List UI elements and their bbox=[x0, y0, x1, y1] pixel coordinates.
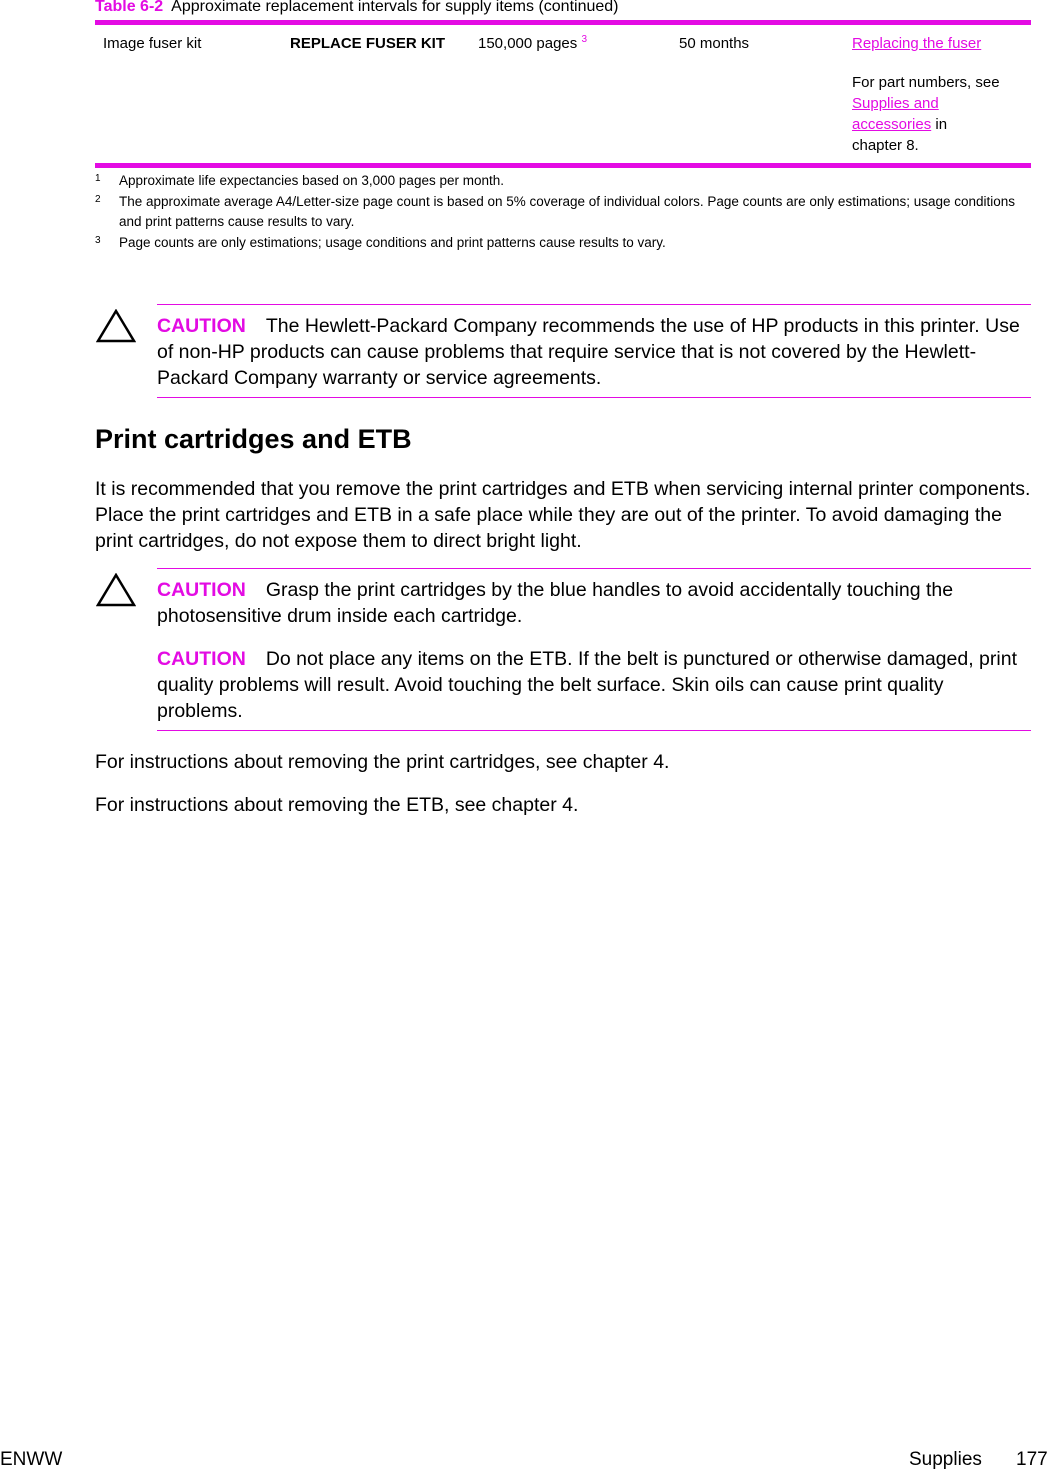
table-bottom-rule bbox=[95, 163, 1031, 168]
table-cell-message: REPLACE FUSER KIT bbox=[290, 35, 446, 52]
pages-footnote-ref[interactable]: 3 bbox=[581, 34, 587, 45]
note-suffix-in: in bbox=[935, 116, 948, 133]
caution-bottom-rule bbox=[157, 397, 1031, 398]
note-prefix: For part numbers, see bbox=[852, 74, 1000, 91]
table-cell-item: Image fuser kit bbox=[103, 35, 202, 52]
footnote-text: Page counts are only estimations; usage conditions and print patterns cause results to vary. bbox=[119, 235, 666, 250]
table-cell-link bbox=[852, 33, 981, 54]
caution-label: CAUTION bbox=[157, 579, 246, 601]
pages-value: 150,000 pages bbox=[478, 35, 578, 52]
footnote-3 bbox=[95, 233, 1031, 253]
footnote-number: 1 bbox=[95, 173, 101, 184]
footnote-2 bbox=[95, 192, 1031, 231]
caution-note bbox=[157, 577, 1031, 629]
note-suffix-chapter: chapter 8. bbox=[852, 137, 919, 154]
table-top-rule bbox=[95, 20, 1031, 25]
table-cell-note bbox=[852, 72, 1030, 156]
footer-left: ENWW bbox=[0, 1449, 63, 1470]
caution-top-rule bbox=[157, 568, 1031, 569]
table-caption bbox=[95, 0, 618, 16]
supplies-link-line1[interactable]: Supplies and bbox=[852, 95, 939, 112]
instruction-etb: For instructions about removing the ETB, see chapter 4. bbox=[95, 794, 579, 816]
caution-triangle-icon bbox=[96, 309, 136, 343]
caution-text: Do not place any items on the ETB. If the belt is punctured or otherwise damaged, print quality problems will result. Avoid touching the belt surface. Skin oils can cause print quality problems. bbox=[157, 648, 1017, 722]
caution-text: The Hewlett-Packard Company recommends the use of HP products in this printer. Use of non-HP products can cause problems that require service that is not covered by the Hewlett-Packard Company warranty or service agreements. bbox=[157, 315, 1020, 389]
footnote-number: 3 bbox=[95, 235, 101, 246]
table-cell-pages bbox=[478, 33, 587, 54]
table-cell-months: 50 months bbox=[679, 35, 750, 52]
instruction-print-cartridges: For instructions about removing the print cartridges, see chapter 4. bbox=[95, 751, 670, 773]
footer-section: Supplies bbox=[909, 1449, 982, 1470]
caution-text: Grasp the print cartridges by the blue handles to avoid accidentally touching the photosensitive drum inside each cartridge. bbox=[157, 579, 954, 627]
section-intro: It is recommended that you remove the print cartridges and ETB when servicing internal printer components. Place the print cartridges and ETB in a safe place while they are out of the printer. To avoid damaging the print cartridges, do not expose them to direct bright light. bbox=[95, 478, 1031, 552]
table-caption-text: Approximate replacement intervals for supply items (continued) bbox=[171, 0, 619, 15]
caution-note bbox=[157, 313, 1031, 391]
section-heading: Print cartridges and ETB bbox=[95, 424, 412, 454]
table-number: Table 6-2 bbox=[95, 0, 164, 15]
replacing-fuser-link[interactable]: Replacing the fuser bbox=[852, 35, 982, 52]
caution-note bbox=[157, 646, 1031, 724]
supplies-link-line2[interactable]: accessories bbox=[852, 116, 932, 133]
footnote-1 bbox=[95, 171, 1031, 191]
caution-label: CAUTION bbox=[157, 648, 246, 670]
footnote-text: The approximate average A4/Letter-size page count is based on 5% coverage of individual colors. Page counts are only estimations; usage conditions and print patterns cause results to vary. bbox=[119, 194, 1016, 229]
footnote-number: 2 bbox=[95, 194, 101, 205]
page-number: 177 bbox=[1016, 1449, 1048, 1470]
footnote-text: Approximate life expectancies based on 3,000 pages per month. bbox=[119, 173, 504, 188]
caution-label: CAUTION bbox=[157, 315, 246, 337]
caution-top-rule bbox=[157, 304, 1031, 305]
caution-bottom-rule bbox=[157, 730, 1031, 731]
caution-triangle-icon bbox=[96, 573, 136, 607]
